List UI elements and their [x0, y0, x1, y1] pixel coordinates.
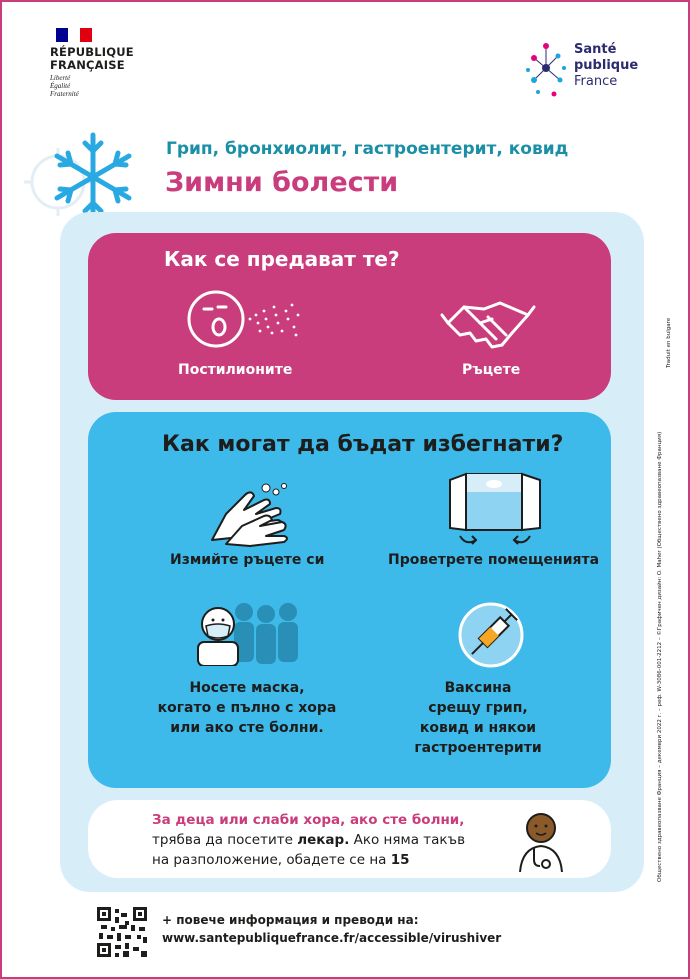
sante-publique-france-logo: [524, 38, 664, 108]
translation-note: Traduit en bulgare: [666, 317, 672, 368]
doctor-icon: [516, 810, 566, 872]
mask-label: Носете маска, когато е пълно с хора или ако сте болни.: [157, 680, 337, 736]
mask-icon: [196, 600, 306, 666]
sneeze-icon: [186, 289, 306, 349]
subtitle: Грип, бронхиолит, гастроентерит, ковид: [166, 139, 569, 159]
doctor-info-box: [88, 800, 611, 878]
spf-network-icon: [524, 38, 574, 108]
transmission-label-hands: Ръцете: [462, 362, 521, 378]
vaccine-label: Ваксина срещу грип, ковид и някои гастроентерити: [414, 680, 542, 756]
rf-title: RÉPUBLIQUE FRANÇAISE: [50, 45, 134, 72]
handshake-icon: [440, 293, 540, 355]
doctor-info-text: За деца или слаби хора, ако сте болни, трябва да посетите лекар. Ако няма такъв на разположение, обадете се на 15: [152, 812, 466, 868]
open-window-icon: [446, 470, 544, 550]
transmission-heading: Как се предават те?: [164, 247, 400, 271]
prevention-heading: Как могат да бъдат избегнати?: [162, 432, 564, 457]
transmission-section: [88, 233, 611, 400]
wash-hands-icon: [206, 482, 296, 548]
rf-motto: Liberté Égalité Fraternité: [50, 74, 79, 98]
republique-francaise-logo: [50, 28, 160, 98]
transmission-label-droplets: Постилионите: [178, 362, 293, 378]
french-flag-icon: [56, 28, 92, 42]
more-info: [162, 911, 501, 947]
page-title: Зимни болести: [165, 167, 399, 198]
prevention-section: [88, 412, 611, 788]
spf-wordmark: Santé publique France: [574, 42, 639, 89]
ventilate-label: Проветрете помещенията: [388, 552, 600, 568]
qr-code-icon: [97, 907, 147, 957]
credit-text: Обществено здравеопазване Франция – декември 2022 г. – реф. W-3086-001-2212 – ©Графичен дизайн: O. Maher (Обществено здравеопазване Франция): [657, 431, 663, 882]
more-info-label: + повече информация и преводи на:: [162, 913, 419, 927]
wash-hands-label: Измийте ръцете си: [170, 552, 325, 568]
vaccine-syringe-icon: [456, 600, 526, 670]
more-info-url[interactable]: www.santepubliquefrance.fr/accessible/virushiver: [162, 931, 502, 945]
